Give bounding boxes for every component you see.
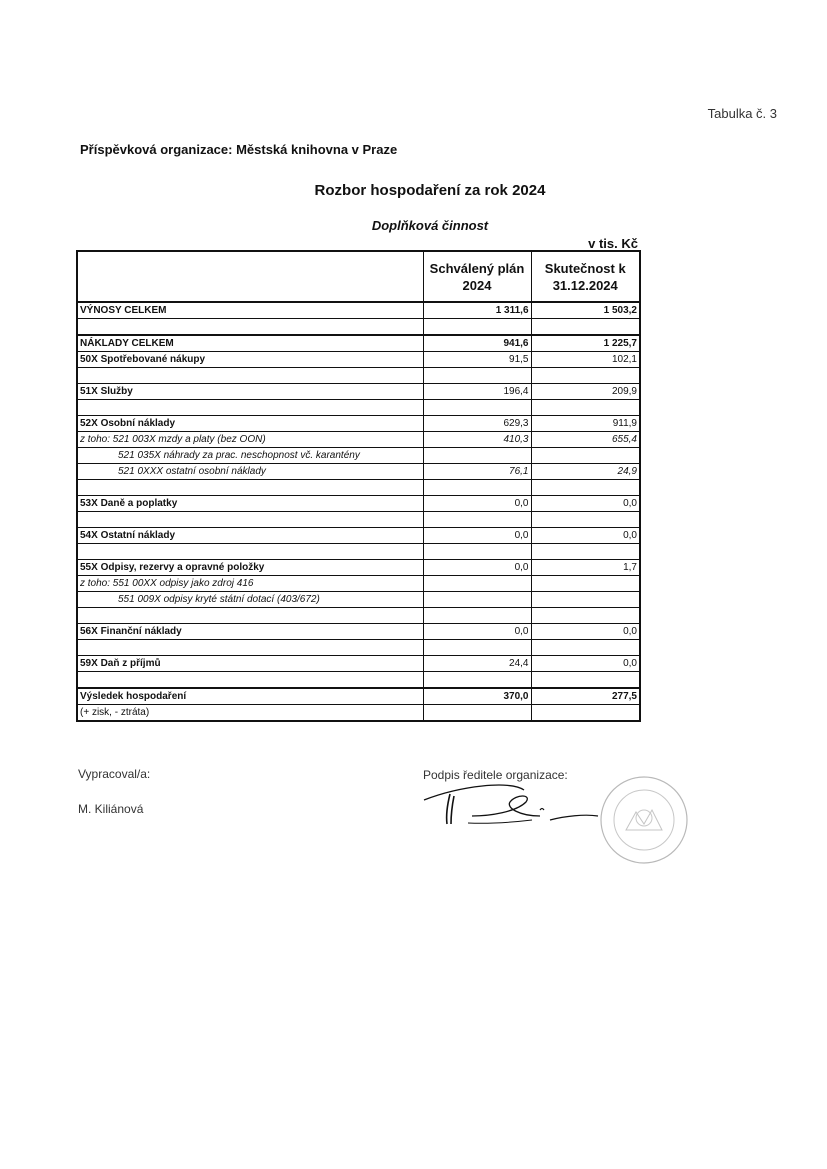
row-plan: 0,0 xyxy=(423,528,531,544)
header-plan: Schválený plán 2024 xyxy=(423,251,531,302)
row-empty xyxy=(77,608,640,624)
row-label: 521 035X náhrady za prac. neschopnost vč. karantény xyxy=(77,448,423,464)
row-label: 54X Ostatní náklady xyxy=(77,528,423,544)
row-51x xyxy=(77,384,640,400)
row-result xyxy=(77,688,640,705)
row-empty xyxy=(77,368,640,384)
row-label xyxy=(77,512,423,528)
row-actual: 277,5 xyxy=(531,688,640,705)
row-actual: 24,9 xyxy=(531,464,640,480)
row-label xyxy=(77,544,423,560)
row-521-0xxx xyxy=(77,464,640,480)
row-plan xyxy=(423,480,531,496)
row-actual: 102,1 xyxy=(531,352,640,368)
signature-label: Podpis ředitele organizace: xyxy=(423,768,568,782)
row-label xyxy=(77,608,423,624)
row-label: VÝNOSY CELKEM xyxy=(77,302,423,319)
row-plan: 0,0 xyxy=(423,560,531,576)
row-label: 53X Daně a poplatky xyxy=(77,496,423,512)
row-result-note xyxy=(77,705,640,722)
row-actual: 1 503,2 xyxy=(531,302,640,319)
row-label xyxy=(77,480,423,496)
row-actual xyxy=(531,576,640,592)
row-label xyxy=(77,672,423,689)
row-label xyxy=(77,368,423,384)
row-actual xyxy=(531,672,640,689)
row-plan xyxy=(423,448,531,464)
row-label: Výsledek hospodaření xyxy=(77,688,423,705)
row-actual xyxy=(531,400,640,416)
row-actual: 0,0 xyxy=(531,656,640,672)
row-label: NÁKLADY CELKEM xyxy=(77,335,423,352)
row-label: 56X Finanční náklady xyxy=(77,624,423,640)
row-actual: 209,9 xyxy=(531,384,640,400)
row-52x xyxy=(77,416,640,432)
row-55x xyxy=(77,560,640,576)
row-plan xyxy=(423,400,531,416)
row-actual: 1,7 xyxy=(531,560,640,576)
row-empty xyxy=(77,640,640,656)
row-plan: 196,4 xyxy=(423,384,531,400)
row-plan: 0,0 xyxy=(423,496,531,512)
header-actual: Skutečnost k 31.12.2024 xyxy=(531,251,640,302)
row-actual xyxy=(531,705,640,722)
row-59x xyxy=(77,656,640,672)
table-header-row xyxy=(77,251,640,302)
row-actual xyxy=(531,608,640,624)
row-plan: 24,4 xyxy=(423,656,531,672)
row-plan xyxy=(423,640,531,656)
row-521-035x xyxy=(77,448,640,464)
header-blank-cell xyxy=(77,251,423,302)
row-label: 59X Daň z příjmů xyxy=(77,656,423,672)
row-50x xyxy=(77,352,640,368)
row-empty xyxy=(77,512,640,528)
row-actual: 911,9 xyxy=(531,416,640,432)
row-plan: 76,1 xyxy=(423,464,531,480)
row-label xyxy=(77,640,423,656)
row-plan xyxy=(423,592,531,608)
row-521-003x xyxy=(77,432,640,448)
row-551-00xx xyxy=(77,576,640,592)
row-label: 551 009X odpisy kryté státní dotací (403/672) xyxy=(77,592,423,608)
budget-table xyxy=(76,250,641,722)
row-label: 50X Spotřebované nákupy xyxy=(77,352,423,368)
row-plan: 410,3 xyxy=(423,432,531,448)
row-empty xyxy=(77,319,640,336)
row-plan xyxy=(423,672,531,689)
row-54x xyxy=(77,528,640,544)
row-actual: 0,0 xyxy=(531,528,640,544)
row-label: 521 0XXX ostatní osobní náklady xyxy=(77,464,423,480)
row-plan xyxy=(423,544,531,560)
row-empty xyxy=(77,672,640,689)
row-actual xyxy=(531,512,640,528)
row-label: z toho: 521 003X mzdy a platy (bez OON) xyxy=(77,432,423,448)
row-empty xyxy=(77,544,640,560)
row-label xyxy=(77,319,423,336)
row-53x xyxy=(77,496,640,512)
prepared-by-label: Vypracoval/a: xyxy=(78,767,151,781)
row-actual xyxy=(531,319,640,336)
row-label: 55X Odpisy, rezervy a opravné položky xyxy=(77,560,423,576)
row-actual xyxy=(531,480,640,496)
table-number: Tabulka č. 3 xyxy=(707,106,777,121)
row-plan xyxy=(423,512,531,528)
official-stamp xyxy=(596,772,692,868)
row-costs-total xyxy=(77,335,640,352)
row-actual xyxy=(531,640,640,656)
document-subtitle: Doplňková činnost xyxy=(371,218,489,233)
row-plan xyxy=(423,608,531,624)
row-label: 51X Služby xyxy=(77,384,423,400)
row-empty xyxy=(77,400,640,416)
row-actual: 0,0 xyxy=(531,624,640,640)
row-plan xyxy=(423,705,531,722)
row-plan: 1 311,6 xyxy=(423,302,531,319)
row-56x xyxy=(77,624,640,640)
row-label: 52X Osobní náklady xyxy=(77,416,423,432)
row-plan: 0,0 xyxy=(423,624,531,640)
row-plan xyxy=(423,319,531,336)
row-revenues-total xyxy=(77,302,640,319)
row-label xyxy=(77,400,423,416)
row-label: (+ zisk, - ztráta) xyxy=(77,705,423,722)
prepared-by-name: M. Kiliánová xyxy=(78,802,144,816)
row-actual xyxy=(531,544,640,560)
row-actual xyxy=(531,368,640,384)
row-actual: 655,4 xyxy=(531,432,640,448)
row-plan: 370,0 xyxy=(423,688,531,705)
row-plan: 91,5 xyxy=(423,352,531,368)
document-title: Rozbor hospodaření za rok 2024 xyxy=(314,182,546,199)
row-plan: 941,6 xyxy=(423,335,531,352)
row-actual xyxy=(531,448,640,464)
row-actual xyxy=(531,592,640,608)
row-plan xyxy=(423,576,531,592)
row-plan: 629,3 xyxy=(423,416,531,432)
row-label: z toho: 551 00XX odpisy jako zdroj 416 xyxy=(77,576,423,592)
unit-label: v tis. Kč xyxy=(588,236,638,251)
organization-name: Příspěvková organizace: Městská knihovna v Praze xyxy=(80,142,398,157)
row-551-009x xyxy=(77,592,640,608)
row-empty xyxy=(77,480,640,496)
row-actual: 1 225,7 xyxy=(531,335,640,352)
row-plan xyxy=(423,368,531,384)
director-signature xyxy=(420,776,600,836)
row-actual: 0,0 xyxy=(531,496,640,512)
